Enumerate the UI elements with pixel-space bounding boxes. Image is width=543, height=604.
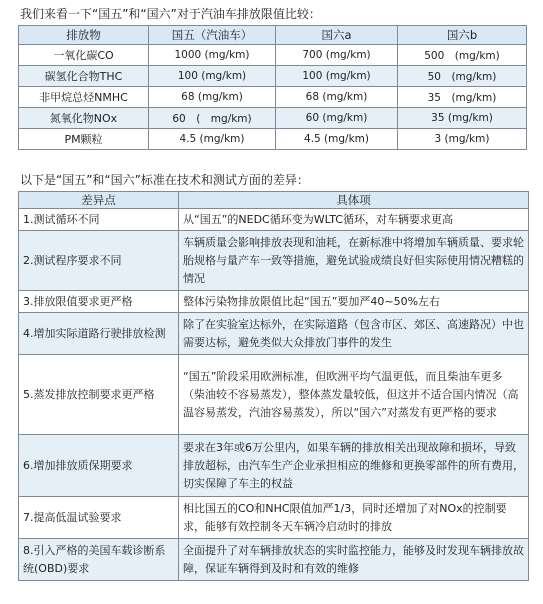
header-difference: 差异点 bbox=[19, 192, 179, 209]
differences-table bbox=[18, 191, 529, 581]
cell-pollutant: 一氧化碳CO bbox=[19, 45, 149, 66]
cell-details: 整体污染物排放限值比起“国五”要加严40~50%左右 bbox=[179, 291, 529, 313]
table-row bbox=[19, 539, 529, 581]
cell-pollutant: PM颗粒 bbox=[19, 129, 149, 150]
table-row bbox=[19, 497, 529, 539]
cell-difference: 1.测试循环不同 bbox=[19, 209, 179, 231]
cell-details: 从“国五”的NEDC循环变为WLTC循环，对车辆要求更高 bbox=[179, 209, 529, 231]
cell-guo6a: 60 (mg/km) bbox=[276, 108, 398, 129]
cell-difference: 8.引入严格的美国车载诊断系统(OBD)要求 bbox=[19, 539, 179, 581]
intro-text-emission-limits: 我们来看一下“国五”和“国六”对于汽油车排放限值比较： bbox=[20, 7, 321, 21]
header-guo5: 国五（汽油车） bbox=[149, 26, 276, 45]
cell-guo6a: 68 (mg/km) bbox=[276, 87, 398, 108]
cell-guo6b: 35 (mg/km) bbox=[398, 108, 527, 129]
table-header-row bbox=[19, 192, 529, 209]
cell-details: 要求在3年或6万公里内，如果车辆的排放相关出现故障和损坏，导致排放超标，由汽车生产企业承担相应的维修和更换零部件的所有费用，切实保障了车主的权益 bbox=[179, 435, 529, 497]
cell-guo6b: 500 (mg/km) bbox=[398, 45, 527, 66]
cell-pollutant: 碳氢化合物THC bbox=[19, 66, 149, 87]
cell-pollutant: 氮氧化物NOx bbox=[19, 108, 149, 129]
cell-difference: 4.增加实际道路行驶排放检测 bbox=[19, 313, 179, 355]
cell-difference: 5.蒸发排放控制要求更严格 bbox=[19, 355, 179, 435]
cell-guo5: 100 (mg/km) bbox=[149, 66, 276, 87]
cell-details: 除了在实验室达标外，在实际道路（包含市区、郊区、高速路况）中也需要达标，避免类似大众排放门事件的发生 bbox=[179, 313, 529, 355]
table-row bbox=[19, 87, 527, 108]
cell-guo5: 1000 (mg/km) bbox=[149, 45, 276, 66]
table-row bbox=[19, 313, 529, 355]
table-row bbox=[19, 435, 529, 497]
cell-guo6b: 35 (mg/km) bbox=[398, 87, 527, 108]
table-row bbox=[19, 66, 527, 87]
cell-guo6a: 700 (mg/km) bbox=[276, 45, 398, 66]
cell-guo6a: 4.5 (mg/km) bbox=[276, 129, 398, 150]
cell-guo6b: 50 (mg/km) bbox=[398, 66, 527, 87]
emission-limits-table bbox=[18, 25, 527, 150]
table-row bbox=[19, 108, 527, 129]
table-row bbox=[19, 231, 529, 291]
header-details: 具体项 bbox=[179, 192, 529, 209]
cell-details: 相比国五的CO和NHC限值加严1/3，同时还增加了对NOx的控制要求，能够有效控制冬天车辆冷启动时的排放 bbox=[179, 497, 529, 539]
cell-details: 车辆质量会影响排放表现和油耗，在新标准中将增加车辆质量、要求轮胎规格与量产车一致等措施，避免试验成绩良好但实际使用情况糟糕的情况 bbox=[179, 231, 529, 291]
table-row bbox=[19, 45, 527, 66]
cell-details: “国五”阶段采用欧洲标准，但欧洲平均气温更低，而且柴油车更多（柴油较不容易蒸发），整体蒸发量较低，但这并不适合国内情况（高温容易蒸发，汽油容易蒸发），所以“国六”对蒸发有更严格的要求 bbox=[179, 355, 529, 435]
header-guo6a: 国六a bbox=[276, 26, 398, 45]
cell-difference: 2.测试程序要求不同 bbox=[19, 231, 179, 291]
table-row bbox=[19, 129, 527, 150]
cell-guo5: 68 (mg/km) bbox=[149, 87, 276, 108]
intro-text-differences: 以下是“国五”和“国六”标准在技术和测试方面的差异： bbox=[20, 173, 309, 187]
header-pollutant: 排放物 bbox=[19, 26, 149, 45]
cell-guo5: 60 ( mg/km) bbox=[149, 108, 276, 129]
cell-guo6a: 100 (mg/km) bbox=[276, 66, 398, 87]
table-row bbox=[19, 355, 529, 435]
header-guo6b: 国六b bbox=[398, 26, 527, 45]
cell-pollutant: 非甲烷总烃NMHC bbox=[19, 87, 149, 108]
cell-difference: 6.增加排放质保期要求 bbox=[19, 435, 179, 497]
cell-difference: 7.提高低温试验要求 bbox=[19, 497, 179, 539]
cell-guo6b: 3 (mg/km) bbox=[398, 129, 527, 150]
table-header-row bbox=[19, 26, 527, 45]
cell-difference: 3.排放限值要求更严格 bbox=[19, 291, 179, 313]
table-row bbox=[19, 209, 529, 231]
cell-guo5: 4.5 (mg/km) bbox=[149, 129, 276, 150]
table-row bbox=[19, 291, 529, 313]
cell-details: 全面提升了对车辆排放状态的实时监控能力，能够及时发现车辆排放故障，保证车辆得到及时和有效的维修 bbox=[179, 539, 529, 581]
